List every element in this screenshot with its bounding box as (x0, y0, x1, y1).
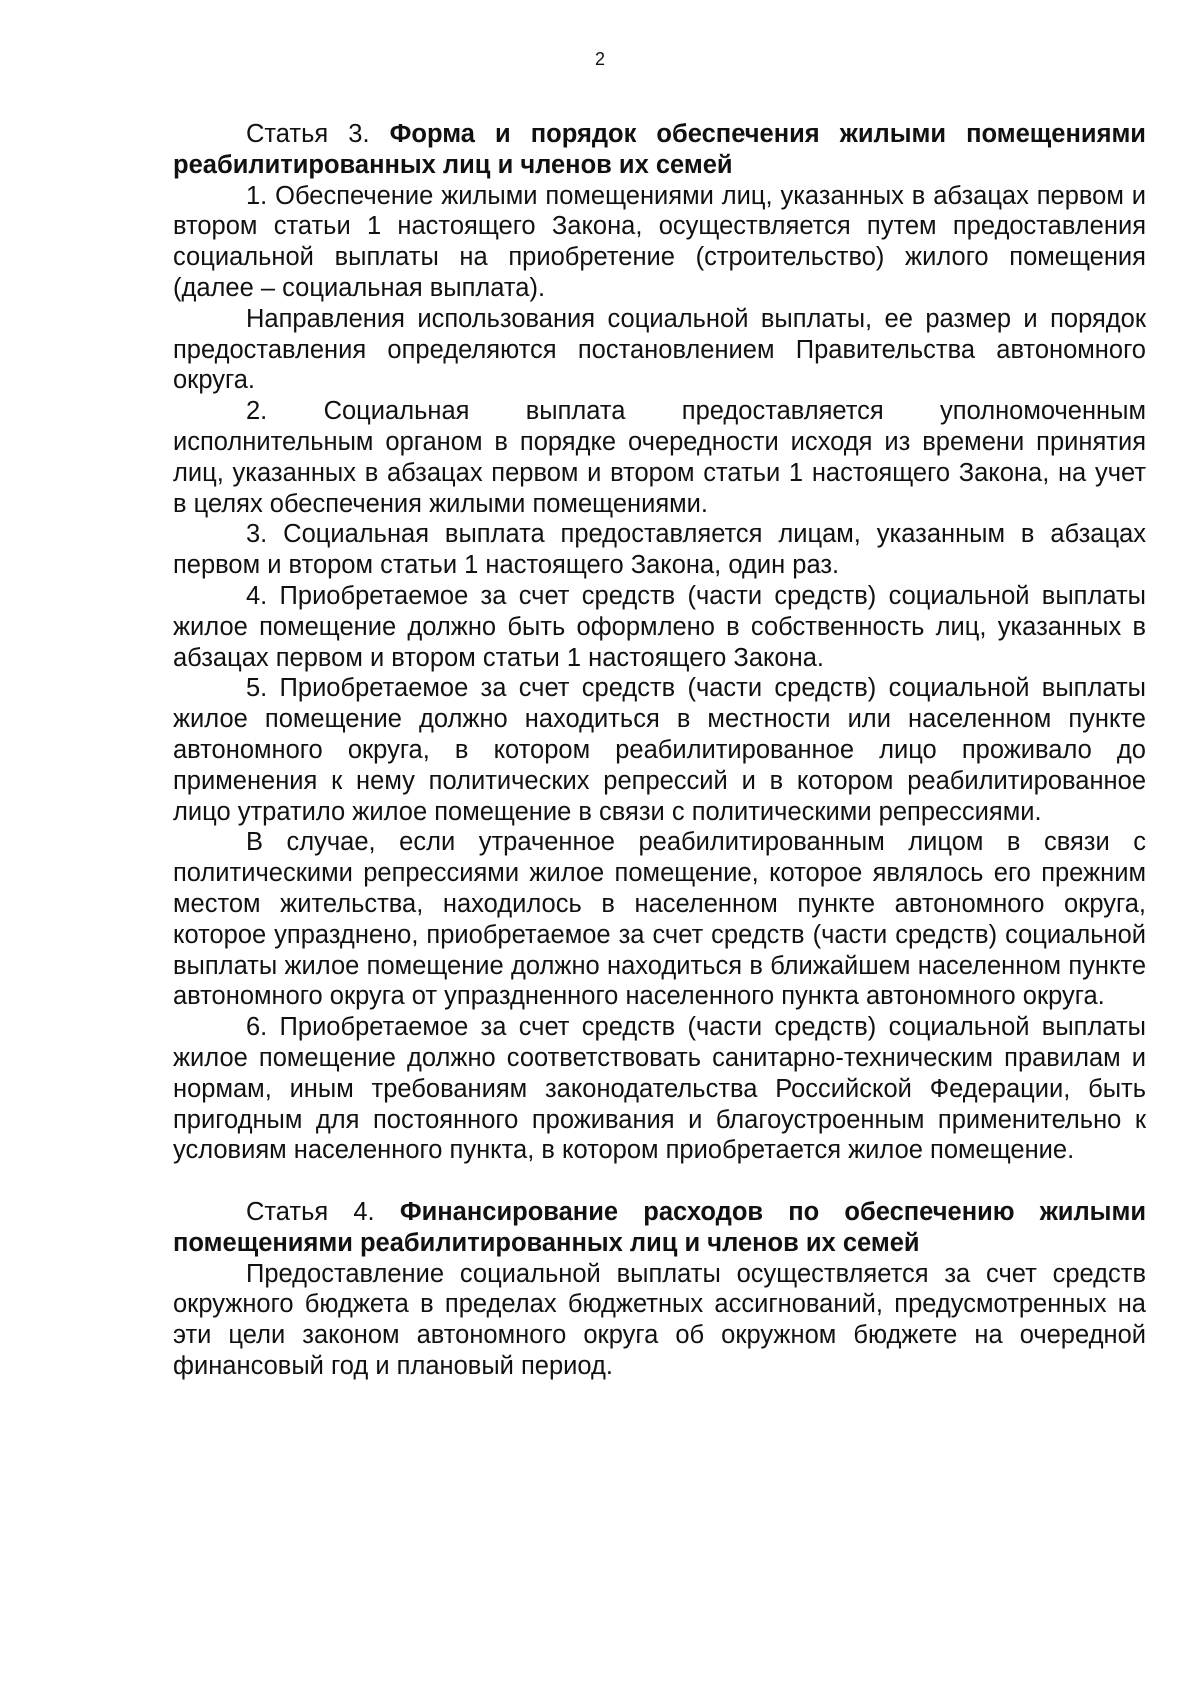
article-4-heading (173, 1197, 1146, 1259)
page-number: 2 (594, 49, 605, 69)
article-3-paragraph-3: 2. Социальная выплата предоставляется уполномоченным исполнительным органом в порядке очередности исходя из времени принятия лиц, указанных в абзацах первом и втором статьи 1 настоящего Закона, на учет в целях обеспечения жилыми помещениями. (173, 397, 1146, 518)
document-body (173, 119, 1146, 1382)
article-3-paragraph-4: 3. Социальная выплата предоставляется лицам, указанным в абзацах первом и втором статьи 1 настоящего Закона, один раз. (173, 520, 1146, 580)
section-spacer (173, 1166, 1146, 1197)
article-4-label: Статья 4. (246, 1198, 375, 1227)
article-3-paragraph-5: 4. Приобретаемое за счет средств (части средств) социальной выплаты жилое помещение должно быть оформлено в собственность лиц, указанных в абзацах первом и втором статьи 1 настоящего Закона. (173, 581, 1146, 672)
article-4-title: Финансирование расходов по обеспечению жилыми помещениями реабилитированных лиц и членов их семей (173, 1198, 1146, 1257)
article-3-paragraph-1: 1. Обеспечение жилыми помещениями лиц, указанных в абзацах первом и втором статьи 1 настоящего Закона, осуществляется путем предоставления социальной выплаты на приобретение (строительство) жилого помещения (далее – социальная выплата). (173, 181, 1146, 302)
article-3-paragraph-7: В случае, если утраченное реабилитированным лицом в связи с политическими репрессиями жилое помещение, которое являлось его прежним местом жительства, находилось в населенном пункте автономного округа, которое упразднено, приобретаемое за счет средств (части средств) социальной выплаты жилое помещение должно находиться в ближайшем населенном пункте автономного округа от упраздненного населенного пункта автономного округа. (173, 828, 1146, 1011)
article-3-title: Форма и порядок обеспечения жилыми помещениями реабилитированных лиц и членов их семей (173, 120, 1146, 179)
article-4-paragraph-1: Предоставление социальной выплаты осуществляется за счет средств окружного бюджета в пределах бюджетных ассигнований, предусмотренных на эти цели законом автономного округа об окружном бюджете на очередной финансовый год и плановый период. (173, 1259, 1146, 1381)
article-3-label: Статья 3. (246, 120, 370, 148)
article-3-paragraph-8: 6. Приобретаемое за счет средств (части средств) социальной выплаты жилое помещение должно соответствовать санитарно-техническим правилам и нормам, иным требованиям законодательства Российской Федерации, быть пригодным для постоянного проживания и благоустроенным применительно к условиям населенного пункта, в котором приобретается жилое помещение. (173, 1013, 1146, 1165)
article-3-paragraph-6: 5. Приобретаемое за счет средств (части средств) социальной выплаты жилое помещение должно находиться в местности или населенном пункте автономного округа, в котором реабилитированное лицо проживало до применения к нему политических репрессий и в котором реабилитированное лицо утратило жилое помещение в связи с политическими репрессиями. (173, 674, 1146, 826)
article-3-paragraph-2: Направления использования социальной выплаты, ее размер и порядок предоставления определяются постановлением Правительства автономного округа. (173, 304, 1146, 395)
article-3-heading (173, 119, 1146, 181)
